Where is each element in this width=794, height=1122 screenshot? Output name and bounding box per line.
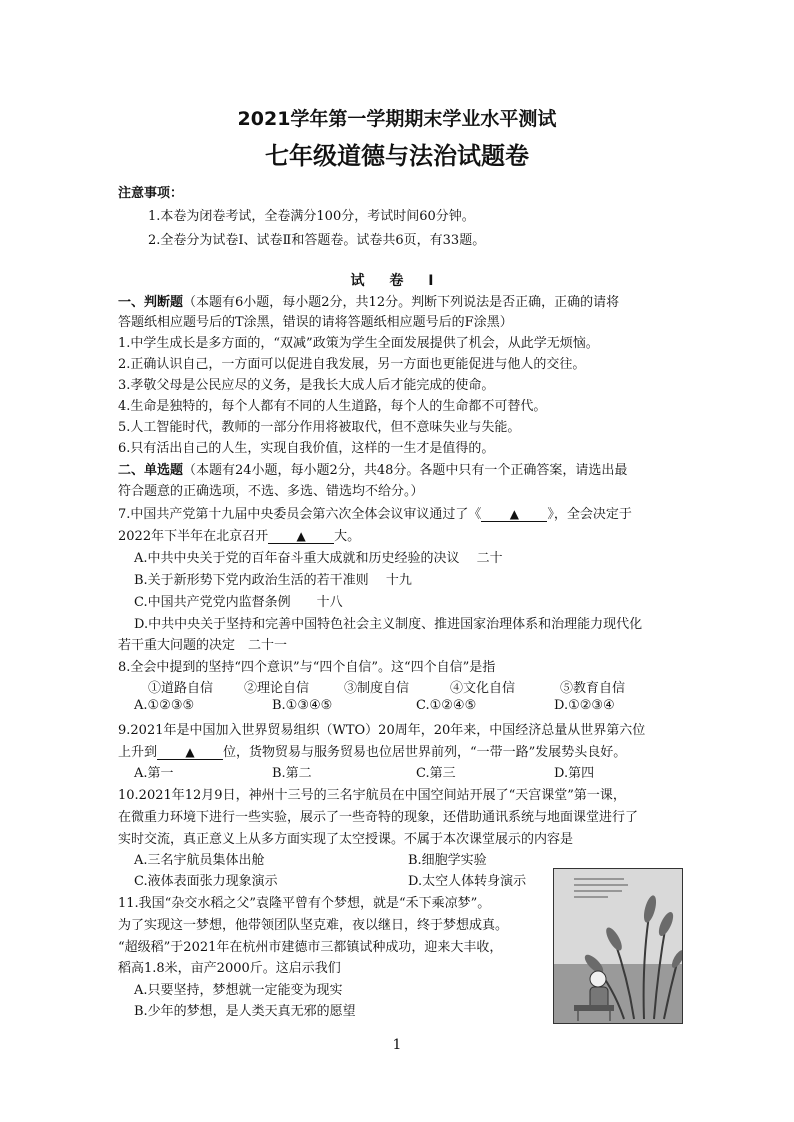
- q9-option-d: D.第四: [554, 766, 595, 781]
- question-8: 8.全会中提到的坚持“四个意识”与“四个自信”。这“四个自信”是指: [118, 660, 496, 675]
- section1-desc-2: 答题纸相应题号后的T涂黑，错误的请将答题纸相应题号后的F涂黑）: [118, 315, 513, 330]
- paper-label: 试 卷 Ⅰ: [350, 273, 444, 289]
- q10-option-b: B.细胞学实验: [408, 853, 487, 868]
- exam-subtitle: 七年级道德与法治试题卷: [265, 142, 529, 170]
- q10-option-a: A.三名宇航员集体出舱: [134, 853, 265, 868]
- q8-item: ③制度自信: [344, 681, 410, 696]
- question-6: 6.只有活出自己的人生，实现自我价值，这样的一生才是值得的。: [118, 441, 495, 456]
- question-1: 1.中学生成长是多方面的，“双减”政策为学生全面发展提供了机会，从此学无烦恼。: [118, 336, 599, 351]
- page-number: 1: [392, 1037, 402, 1053]
- section1-intro: [118, 291, 619, 310]
- question-11-line2: 为了实现这一梦想，他带领团队坚克难，夜以继日，终于梦想成真。: [118, 918, 509, 933]
- question-9-line2: [118, 741, 626, 760]
- rice-dream-illustration: [553, 868, 683, 1024]
- q10-option-d: D.太空人体转身演示: [408, 874, 527, 889]
- question-10-line3: 实时交流，真正意义上从多方面实现了太空授课。不属于本次课堂展示的内容是: [118, 832, 574, 847]
- question-2: 2.正确认识自己，一方面可以促进自我发展，另一方面也更能促进与他人的交往。: [118, 357, 586, 372]
- q9-text: 上升到: [118, 745, 158, 760]
- q7-text: 7.中国共产党第十九届中央委员会第六次全体会议审议通过了《: [118, 507, 482, 522]
- question-11-line1: 11.我国“杂交水稻之父”袁隆平曾有个梦想，就是“禾下乘凉梦”。: [118, 896, 491, 911]
- q11-option-a: A.只要坚持，梦想就一定能变为现实: [134, 983, 343, 998]
- section2-intro: [118, 459, 627, 478]
- notice-item: 2.全卷分为试卷Ⅰ、试卷Ⅱ和答题卷。试卷共6页，有33题。: [148, 233, 486, 248]
- q7-text: 2022年下半年在北京召开: [118, 529, 269, 544]
- q7-option-d-cont: 若干重大问题的决定 二十一: [118, 638, 288, 653]
- q8-option-a: A.①②③⑤: [134, 698, 195, 713]
- q7-option-a: A.中共中央关于党的百年奋斗重大成就和历史经验的决议 二十: [134, 551, 503, 566]
- question-3: 3.孝敬父母是公民应尽的义务，是我长大成人后才能完成的使命。: [118, 378, 495, 393]
- question-10-line1: 10.2021年12月9日，神州十三号的三名宇航员在中国空间站开展了“天宫课堂”第一课，: [118, 788, 626, 803]
- q8-option-b: B.①③④⑤: [272, 698, 333, 713]
- q7-text: 大。: [334, 529, 361, 544]
- question-9-line1: 9.2021年是中国加入世界贸易组织（WTO）20周年，20年来，中国经济总量从世界第六位: [118, 723, 646, 738]
- question-11-line4: 稻高1.8米，亩产2000斤。这启示我们: [118, 961, 341, 976]
- question-11-line3: “超级稻”于2021年在杭州市建德市三都镇试种成功，迎来大丰收，: [118, 940, 503, 955]
- question-4: 4.生命是独特的，每个人都有不同的人生道路，每个人的生命都不可替代。: [118, 399, 547, 414]
- q7-option-c: C.中国共产党党内监督条例 十八: [134, 595, 343, 610]
- question-7-line2: [118, 525, 360, 544]
- question-5: 5.人工智能时代，教师的一部分作用将被取代，但不意味失业与失能。: [118, 420, 521, 435]
- q8-option-c: C.①②④⑤: [416, 698, 477, 713]
- question-10-line2: 在微重力环境下进行一些实验，展示了一些奇特的现象，还借助通讯系统与地面课堂进行了: [118, 810, 639, 825]
- q7-option-b: B.关于新形势下党内政治生活的若干准则 十九: [134, 573, 412, 588]
- q7-option-d: D.中共中央关于坚持和完善中国特色社会主义制度、推进国家治理体系和治理能力现代化: [134, 617, 643, 632]
- q8-item: ②理论自信: [244, 681, 310, 696]
- rice-illustration-svg: [554, 869, 682, 1023]
- q8-item: ⑤教育自信: [560, 681, 626, 696]
- q10-option-c: C.液体表面张力现象演示: [134, 874, 278, 889]
- q8-item: ①道路自信: [148, 681, 214, 696]
- answer-blank: [157, 745, 223, 760]
- q8-option-d: D.①②③④: [554, 698, 615, 713]
- notice-item: 1.本卷为闭卷考试，全卷满分100分，考试时间60分钟。: [148, 209, 475, 224]
- notice-title: 注意事项：: [118, 186, 184, 201]
- q9-option-a: A.第一: [134, 766, 174, 781]
- section2-heading: 二、单选题: [118, 463, 184, 478]
- answer-blank: [268, 529, 334, 544]
- q7-text: 》，全会决定于: [547, 507, 632, 522]
- q9-text: 位，货物贸易与服务贸易也位居世界前列，“一带一路”发展势头良好。: [223, 745, 627, 760]
- question-7-line1: [118, 503, 632, 522]
- section2-desc-2: 符合题意的正确选项，不选、多选、错选均不给分。）: [118, 484, 424, 499]
- q8-item: ④文化自信: [450, 681, 516, 696]
- section1-heading: 一、判断题: [118, 295, 184, 310]
- answer-blank: [481, 507, 547, 522]
- q9-option-b: B.第二: [272, 766, 312, 781]
- section1-desc: （本题有6小题，每小题2分，共12分。判断下列说法是否正确，正确的请将: [183, 295, 620, 310]
- q11-option-b: B.少年的梦想，是人类天真无邪的愿望: [134, 1004, 356, 1019]
- q9-option-c: C.第三: [416, 766, 456, 781]
- section2-desc: （本题有24小题，每小题2分，共48分。各题中只有一个正确答案，请选出最: [183, 463, 628, 478]
- exam-title: 2021学年第一学期期末学业水平测试: [237, 108, 557, 130]
